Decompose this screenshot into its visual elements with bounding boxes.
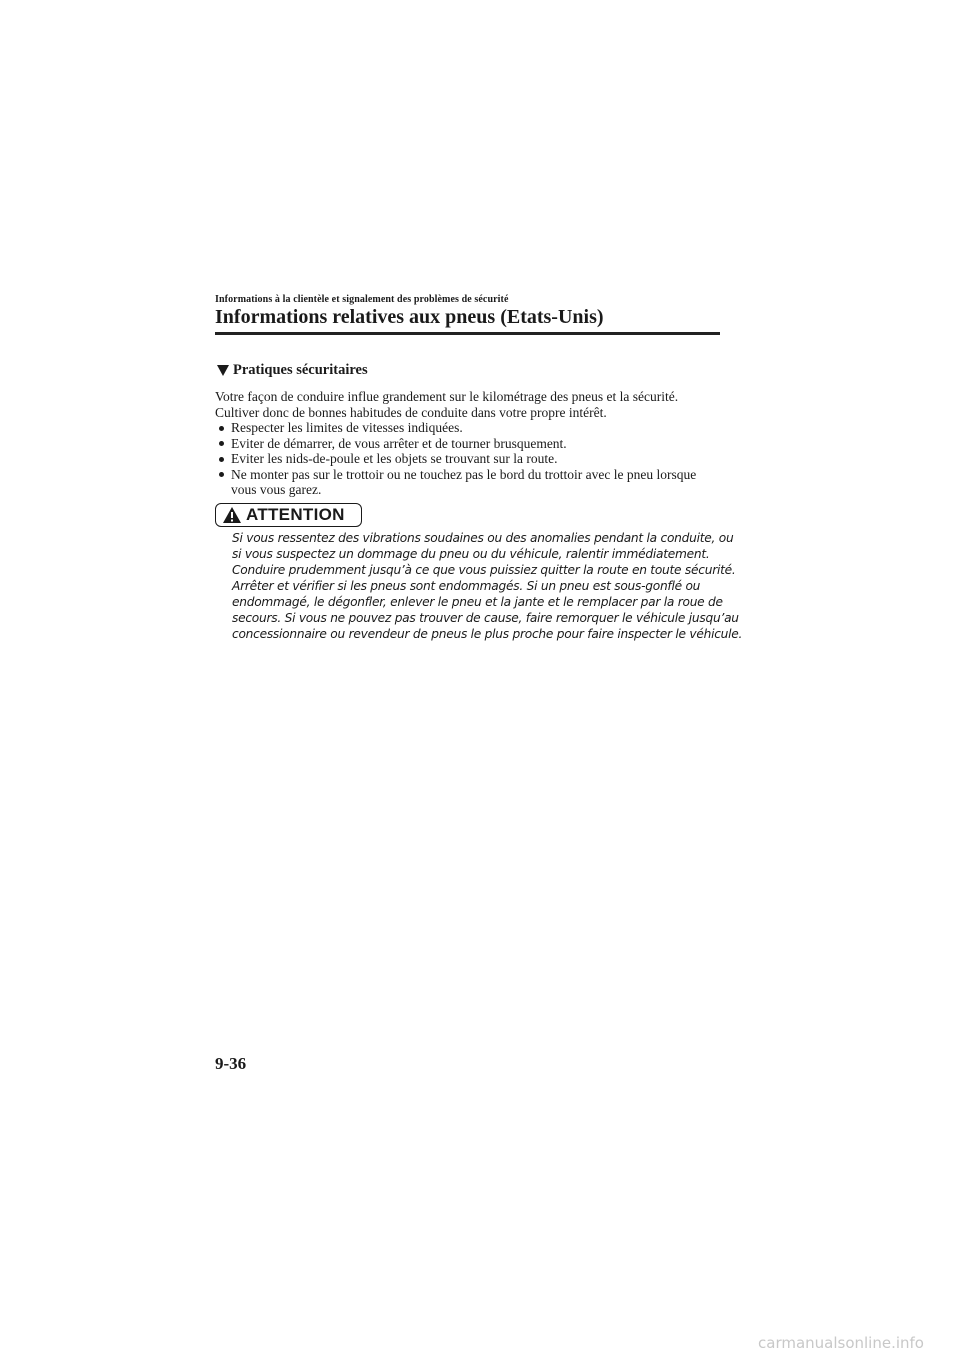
attention-badge [215,503,362,527]
bullet-icon [219,426,224,431]
attention-text [232,530,743,642]
triangle-marker-icon [217,365,229,376]
intro-line-2: Cultiver donc de bonnes habitudes de conduite dans votre propre intérêt. [215,404,607,420]
attention-line: Si vous ressentez des vibrations soudaines ou des anomalies pendant la conduite, ou [232,531,734,545]
list-item [215,467,725,498]
attention-line: Arrêter et vérifier si les pneus sont endommagés. Si un pneu est sous-gonflé ou [232,579,701,593]
intro-line-1: Votre façon de conduire influe grandement sur le kilométrage des pneus et la sécurité. [215,389,679,404]
attention-line: Conduire prudemment jusqu’à ce que vous puissiez quitter la route en toute sécurité. [232,563,736,577]
bullet-list [215,420,725,498]
bullet-text: Eviter de démarrer, de vous arrêter et de tourner brusquement. [231,435,567,451]
list-item [215,420,725,436]
list-item [215,436,725,452]
attention-line: secours. Si vous ne pouvez pas trouver de cause, faire remorquer le véhicule jusqu’au [232,611,739,625]
attention-line: si vous suspectez un dommage du pneu ou du véhicule, ralentir immédiatement. [232,547,710,561]
section-heading [217,362,368,379]
watermark-link[interactable]: carmanualsonline.info [758,1334,924,1352]
bullet-text: Eviter les nids-de-poule et les objets se trouvant sur la route. [231,451,558,466]
page-number: 9-36 [215,1054,247,1073]
bullet-icon [219,441,224,446]
section-body [215,389,725,498]
bullet-icon [219,472,224,477]
attention-label: ATTENTION [246,505,345,524]
attention-line: concessionnaire ou revendeur de pneus le plus proche pour faire inspecter le véhicule. [232,627,743,641]
warning-triangle-icon [222,506,242,524]
bullet-icon [219,457,224,462]
section-heading-text: Pratiques sécuritaires [233,362,368,378]
bullet-text: Ne monter pas sur le trottoir ou ne touchez pas le bord du trottoir avec le pneu lorsque vous vous garez. [231,466,697,497]
chapter-label: Informations à la clientèle et signalement des problèmes de sécurité [215,294,509,305]
title-divider [215,332,720,335]
page-title: Informations relatives aux pneus (Etats-Unis) [215,306,604,328]
bullet-text: Respecter les limites de vitesses indiquées. [231,420,463,435]
list-item [215,451,725,467]
attention-line: endommagé, le dégonfler, enlever le pneu et la jante et le remplacer par la roue de [232,595,723,609]
